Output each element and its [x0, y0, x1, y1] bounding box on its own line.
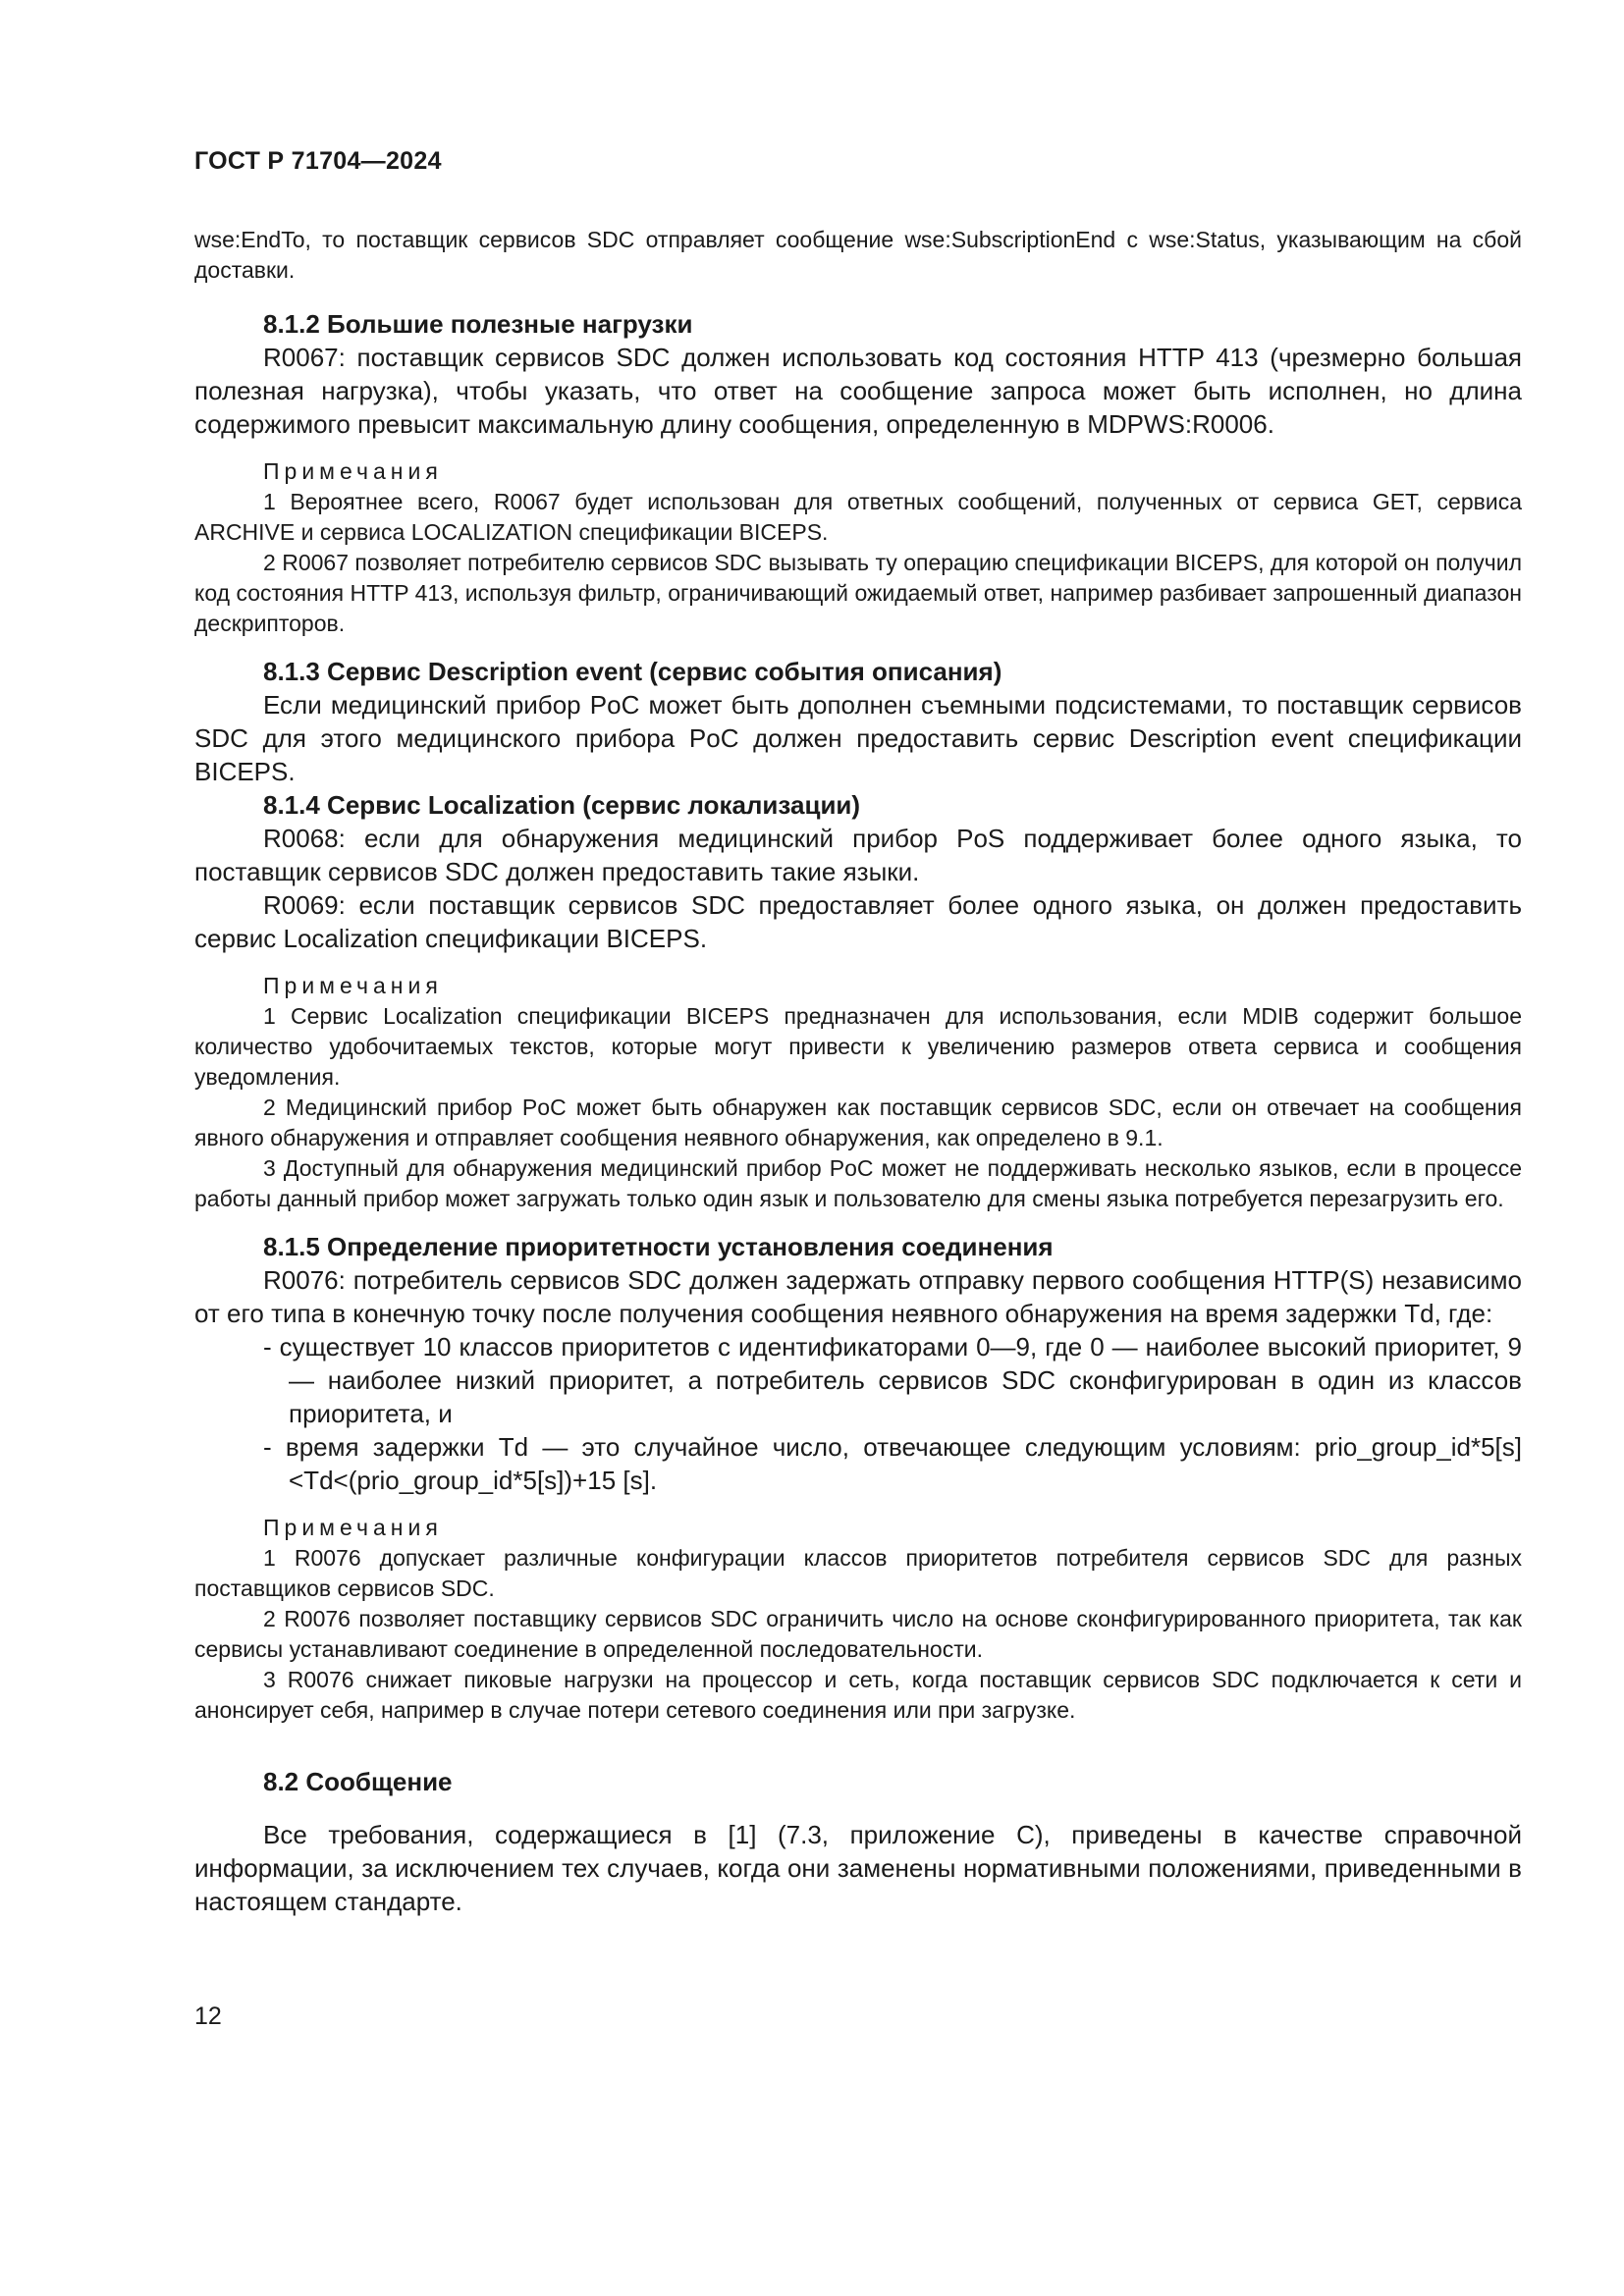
- document-page: [194, 147, 1522, 1918]
- section-8-1-4-paragraph-2: R0069: если поставщик сервисов SDC предоставляет более одного языка, он должен предоставить сервис Localization спецификации BICEPS.: [194, 890, 1522, 953]
- section-8-2-heading: 8.2 Сообщение: [263, 1767, 453, 1796]
- section-8-1-2-note-2: 2 R0067 позволяет потребителю сервисов SDC вызывать ту операцию спецификации BICEPS, для которой он получил код состояния HTTP 413, используя фильтр, ограничивающий ожидаемый ответ, например разбивает запрошенный диапазон дескрипторов.: [194, 550, 1522, 636]
- section-8-1-2-notes-label: Примечания: [263, 458, 443, 484]
- section-8-1-5-bullet-2: - время задержки Td — это случайное число, отвечающее следующим условиям: prio_group_id*5[s]<Td<(prio_group_id*5[s])+15 [s].: [263, 1432, 1522, 1495]
- standard-header: ГОСТ Р 71704—2024: [194, 147, 442, 175]
- page-number: 12: [194, 2002, 222, 2030]
- intro-paragraph: wse:EndTo, то поставщик сервисов SDC отправляет сообщение wse:SubscriptionEnd с wse:Status, указывающим на сбой доставки.: [194, 227, 1522, 283]
- section-8-1-2-note-1: 1 Вероятнее всего, R0067 будет использован для ответных сообщений, полученных от сервиса GET, сервиса ARCHIVE и сервиса LOCALIZATION спецификации BICEPS.: [194, 489, 1522, 545]
- section-8-1-5-note-2: 2 R0076 позволяет поставщику сервисов SDC ограничить число на основе сконфигурированного приоритета, так как сервисы устанавливают соединение в определенной последовательности.: [194, 1606, 1522, 1662]
- section-8-1-2-paragraph: R0067: поставщик сервисов SDC должен использовать код состояния HTTP 413 (чрезмерно большая полезная нагрузка), чтобы указать, что ответ на сообщение запроса может быть исполнен, но длина содержимого превысит максимальную длину сообщения, определенную в MDPWS:R0006.: [194, 343, 1522, 439]
- section-8-1-3-paragraph: Если медицинский прибор PoC может быть дополнен съемными подсистемами, то поставщик сервисов SDC для этого медицинского прибора PoC должен предоставить сервис Description event спецификации BICEPS.: [194, 690, 1522, 786]
- section-8-1-5-notes-label: Примечания: [263, 1515, 443, 1540]
- section-8-1-4-note-1: 1 Сервис Localization спецификации BICEPS предназначен для использования, если MDIB содержит большое количество удобочитаемых текстов, которые могут привести к увеличению размеров ответа сервиса и сообщения уведомления.: [194, 1003, 1522, 1090]
- section-8-1-4-paragraph-1: R0068: если для обнаружения медицинский прибор PoS поддерживает более одного языка, то поставщик сервисов SDC должен предоставить такие языки.: [194, 824, 1522, 886]
- section-8-1-4-heading: 8.1.4 Сервис Localization (сервис локализации): [263, 790, 861, 820]
- section-8-2-paragraph: Все требования, содержащиеся в [1] (7.3, приложение C), приведены в качестве справочной информации, за исключением тех случаев, когда они заменены нормативными положениями, приведенными в настоящем стандарте.: [194, 1820, 1522, 1916]
- section-8-1-5-bullet-1: - существует 10 классов приоритетов с идентификаторами 0—9, где 0 — наиболее высокий приоритет, 9 — наиболее низкий приоритет, а потребитель сервисов SDC сконфигурирован в один из классов приоритета, и: [263, 1332, 1522, 1428]
- section-8-1-3-heading: 8.1.3 Сервис Description event (сервис события описания): [263, 657, 1002, 686]
- section-8-1-4-note-3: 3 Доступный для обнаружения медицинский прибор PoC может не поддерживать несколько языков, если в процессе работы данный прибор может загружать только один язык и пользователю для смены языка потребуется перезагрузить его.: [194, 1155, 1522, 1211]
- section-8-1-4-notes-label: Примечания: [263, 973, 443, 998]
- section-8-1-2-heading: 8.1.2 Большие полезные нагрузки: [263, 309, 693, 339]
- section-8-1-5-paragraph: R0076: потребитель сервисов SDC должен задержать отправку первого сообщения HTTP(S) независимо от его типа в конечную точку после получения сообщения неявного обнаружения на время задержки Td, где:: [194, 1265, 1522, 1328]
- section-8-1-5-heading: 8.1.5 Определение приоритетности установления соединения: [263, 1232, 1054, 1261]
- section-8-1-5-note-3: 3 R0076 снижает пиковые нагрузки на процессор и сеть, когда поставщик сервисов SDC подключается к сети и анонсирует себя, например в случае потери сетевого соединения или при загрузке.: [194, 1667, 1522, 1723]
- section-8-1-5-note-1: 1 R0076 допускает различные конфигурации классов приоритетов потребителя сервисов SDC для разных поставщиков сервисов SDC.: [194, 1545, 1522, 1601]
- section-8-1-4-note-2: 2 Медицинский прибор PoC может быть обнаружен как поставщик сервисов SDC, если он отвечает на сообщения явного обнаружения и отправляет сообщения неявного обнаружения, как определено в 9.1.: [194, 1095, 1522, 1150]
